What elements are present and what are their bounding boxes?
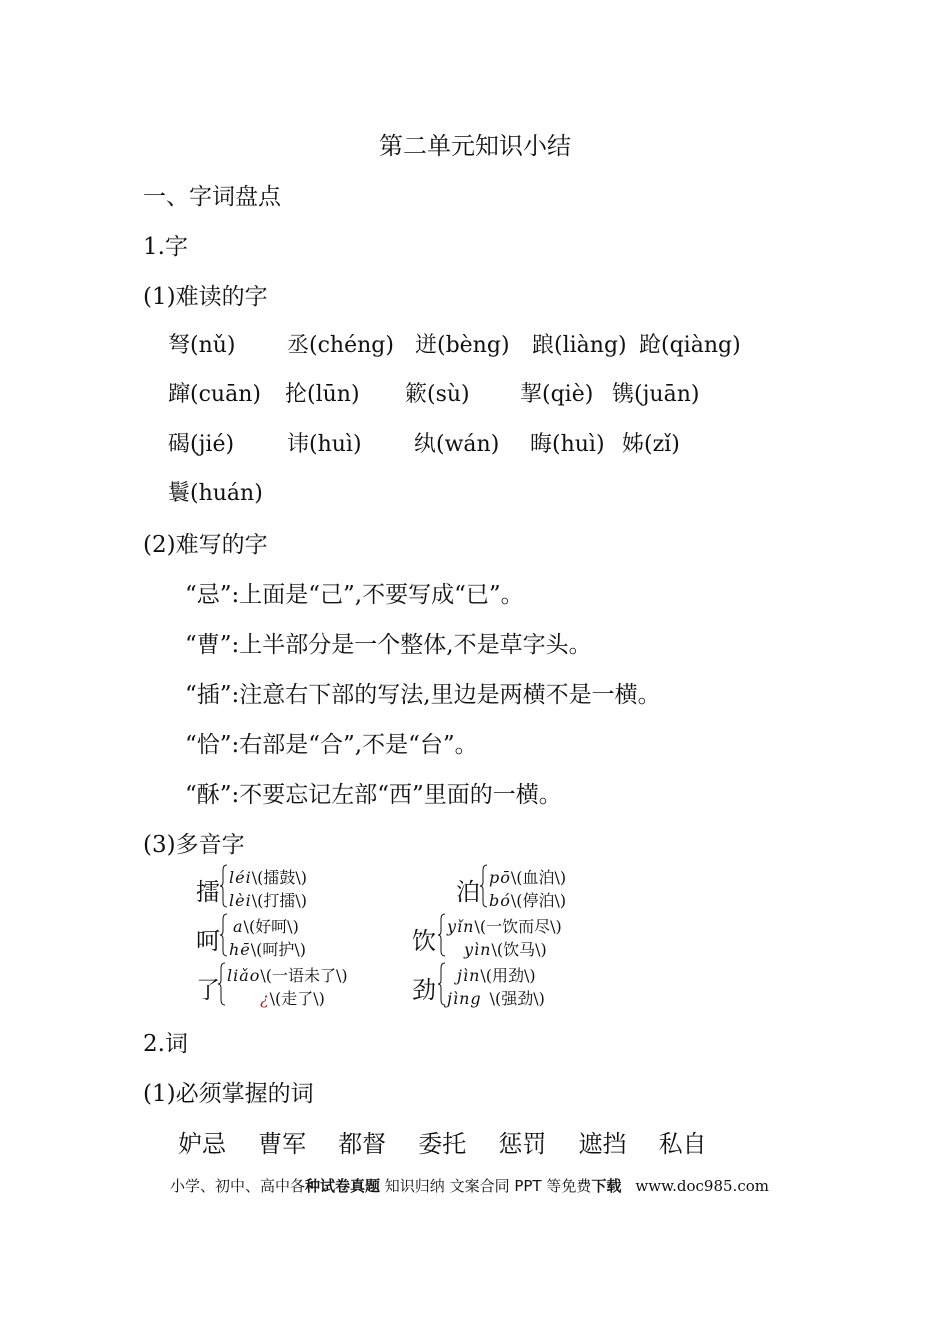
hard-write-item: “恰”:右部是“合”,不是“台”。 bbox=[185, 732, 478, 758]
polyphone-block bbox=[196, 864, 396, 910]
hard-read-item: 迸(bèng) bbox=[415, 333, 510, 358]
polyphone-char: 泊 bbox=[456, 878, 480, 906]
page-title: 第二单元知识小结 bbox=[379, 132, 571, 160]
hard-read-item: 纨(wán) bbox=[414, 432, 500, 457]
polyphone-reading: bó\(停泊\) bbox=[489, 891, 567, 910]
polyphone-reading: yǐn\(一饮而尽\) bbox=[447, 917, 562, 936]
word-item: 惩罚 bbox=[498, 1130, 547, 1158]
hard-read-item: 碣(jié) bbox=[168, 432, 235, 457]
hard-write-item: “插”:注意右下部的写法,里边是两横不是一横。 bbox=[185, 682, 661, 708]
polyphone-char: 呵 bbox=[196, 927, 220, 955]
polyphone-reading: jìng \(强劲\) bbox=[447, 989, 545, 1008]
polyphone-block bbox=[412, 913, 632, 959]
subheading-characters: 1.字 bbox=[143, 234, 188, 260]
footer-text: 小学、初中、高中各 bbox=[170, 1177, 306, 1195]
hard-read-item: 弩(nǔ) bbox=[168, 333, 236, 358]
hard-read-item: 跄(qiàng) bbox=[639, 333, 741, 358]
hard-read-item: 丞(chéng) bbox=[287, 333, 394, 358]
polyphone-reading: lèi\(打擂\) bbox=[229, 891, 307, 910]
hard-read-item: 蹿(cuān) bbox=[168, 382, 261, 407]
polyphone-block bbox=[412, 962, 632, 1008]
brace-icon bbox=[220, 864, 228, 908]
word-item: 委托 bbox=[418, 1130, 467, 1158]
polyphone-reading: yìn\(饮马\) bbox=[464, 940, 547, 959]
polyphone-char: 饮 bbox=[412, 927, 436, 955]
word-item: 妒忌 bbox=[178, 1130, 226, 1158]
polyphone-reading: léi\(擂鼓\) bbox=[229, 868, 307, 887]
polyphone-char: 劲 bbox=[412, 976, 436, 1004]
polyphone-reading: hē\(呵护\) bbox=[229, 940, 307, 959]
hard-read-item: 簌(sù) bbox=[405, 382, 470, 407]
polyphone-reading: jìn\(用劲\) bbox=[457, 966, 536, 985]
brace-icon bbox=[438, 913, 446, 957]
hard-read-item: 晦(huì) bbox=[530, 432, 605, 457]
brace-icon bbox=[220, 913, 228, 957]
footer-text: 知识归纳 bbox=[380, 1177, 450, 1195]
hard-read-item: 踉(liàng) bbox=[532, 333, 627, 358]
hard-write-item: “忌”:上面是“己”,不要写成“已”。 bbox=[185, 582, 524, 608]
word-item: 私自 bbox=[658, 1130, 707, 1158]
polyphone-reading: a\(好呵\) bbox=[233, 917, 299, 936]
brace-icon bbox=[438, 962, 446, 1006]
footer-text-bold: 下载 bbox=[591, 1177, 622, 1195]
hard-read-item: 挈(qiè) bbox=[520, 382, 594, 407]
polyphone-reading: liǎo\(一语未了\) bbox=[227, 966, 348, 985]
polyphone-char: 擂 bbox=[196, 878, 220, 906]
must-words-heading: (1)必须掌握的词 bbox=[143, 1081, 314, 1107]
polyphone-reading: pō\(血泊\) bbox=[489, 868, 567, 887]
polyphone-reading: ¿\(走了\) bbox=[260, 989, 325, 1008]
must-words-list bbox=[178, 1124, 734, 1159]
hard-read-item: 姊(zǐ) bbox=[622, 432, 680, 457]
hard-write-item: “酥”:不要忘记左部“西”里面的一横。 bbox=[185, 782, 562, 808]
section-heading-words: 一、字词盘点 bbox=[143, 184, 281, 210]
word-item: 遮挡 bbox=[578, 1130, 627, 1158]
polyphone-block bbox=[456, 864, 656, 910]
footer-banner bbox=[170, 1175, 769, 1196]
footer-text: 文案合同 PPT 等免费 bbox=[449, 1177, 592, 1195]
brace-icon bbox=[480, 864, 488, 908]
hard-read-heading: (1)难读的字 bbox=[143, 284, 268, 310]
hard-read-item: 讳(huì) bbox=[287, 432, 362, 457]
brace-icon bbox=[218, 962, 226, 1006]
hard-read-item: 鬟(huán) bbox=[168, 481, 263, 506]
polyphone-char: 了 bbox=[196, 976, 220, 1004]
word-item: 曹军 bbox=[258, 1130, 307, 1158]
polyphone-block bbox=[196, 962, 396, 1008]
polyphone-heading: (3)多音字 bbox=[143, 832, 245, 858]
hard-read-item: 镌(juān) bbox=[612, 382, 700, 407]
word-item: 都督 bbox=[338, 1130, 387, 1158]
footer-url[interactable]: www.doc985.com bbox=[635, 1177, 769, 1195]
subheading-words: 2.词 bbox=[143, 1031, 188, 1057]
hard-read-item: 抡(lūn) bbox=[285, 382, 360, 407]
footer-text-bold: 种试卷真题 bbox=[305, 1177, 381, 1195]
hard-write-heading: (2)难写的字 bbox=[143, 532, 268, 558]
polyphone-block bbox=[196, 913, 396, 959]
hard-write-item: “曹”:上半部分是一个整体,不是草字头。 bbox=[185, 632, 592, 658]
